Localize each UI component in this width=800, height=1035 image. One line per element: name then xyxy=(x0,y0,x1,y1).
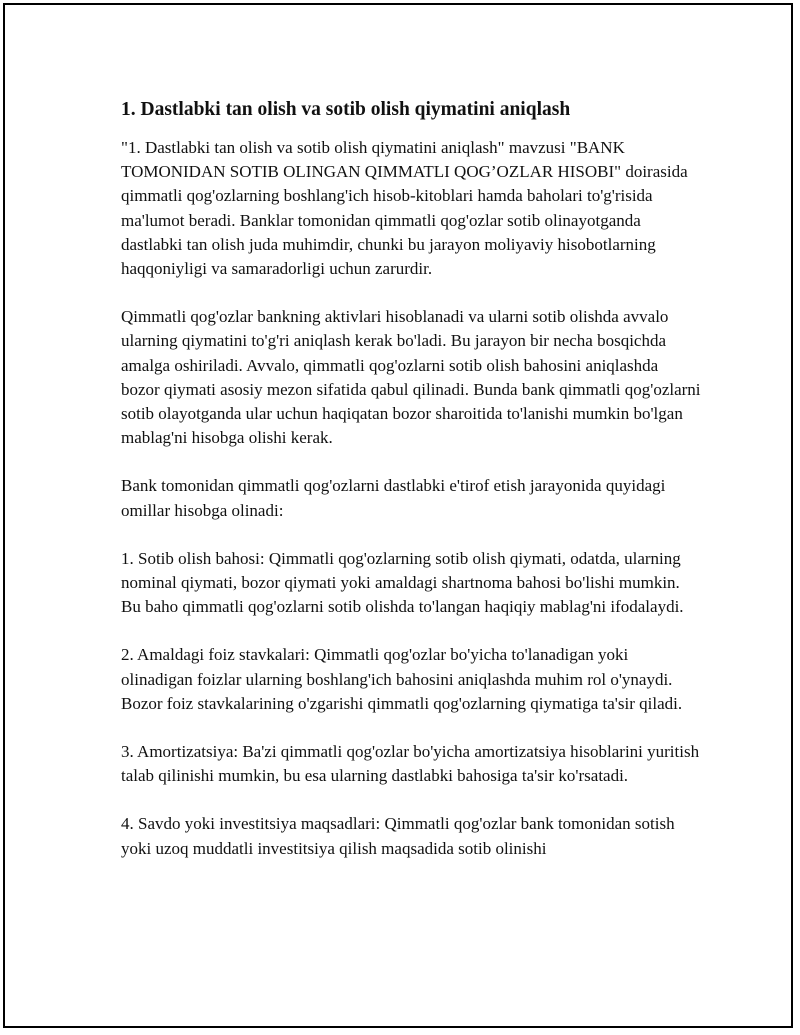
section-heading: 1. Dastlabki tan olish va sotib olish qiymatini aniqlash xyxy=(121,99,571,120)
paragraph-intro: "1. Dastlabki tan olish va sotib olish qiymatini aniqlash" mavzusi "BANK TOMONIDAN SOTIB OLINGAN QIMMATLI QOG’OZLAR HISOBI" doirasida qimmatli qog'ozlarning boshlang'ich hisob-kitoblari hamda baholari to'g'risida ma'lumot beradi. Banklar tomonidan qimmatli qog'ozlar sotib olinayotganda dastlabki tan olish juda muhimdir, chunki bu jarayon moliyaviy hisobotlarning haqqoniyligi va samaradorligi uchun zarurdir. xyxy=(121,138,688,279)
paragraph-valuation: Qimmatli qog'ozlar bankning aktivlari hisoblanadi va ularni sotib olishda avvalo ularning qiymatini to'g'ri aniqlash kerak bo'ladi. Bu jarayon bir necha bosqichda amalga oshiriladi. Avvalo, qimmatli qog'ozlarni sotib olish bahosini aniqlashda bozor qiymati asosiy mezon sifatida qabul qilinadi. Bunda bank qimmatli qog'ozlarni sotib olayotganda ular uchun haqiqatan bozor sharoitida to'lanishi mumkin bo'lgan mablag'ni hisobga olishi kerak. xyxy=(121,307,701,448)
list-item-trading-investment: 4. Savdo yoki investitsiya maqsadlari: Qimmatli qog'ozlar bank tomonidan sotish yoki uzoq muddatli investitsiya qilish maqsadida sotib olinishi xyxy=(121,814,675,858)
document-page xyxy=(3,3,793,1028)
list-item-amortization: 3. Amortizatsiya: Ba'zi qimmatli qog'ozlar bo'yicha amortizatsiya hisoblarini yuritish talab qilinishi mumkin, bu esa ularning dastlabki bahosiga ta'sir ko'rsatadi. xyxy=(121,742,700,786)
document-body xyxy=(121,97,701,885)
list-item-interest-rates: 2. Amaldagi foiz stavkalari: Qimmatli qog'ozlar bo'yicha to'lanadigan yoki olinadigan foizlar ularning boshlang'ich bahosini aniqlashda muhim rol o'ynaydi. Bozor foiz stavkalarining o'zgarishi qimmatli qog'ozlarning qiymatiga ta'sir qiladi. xyxy=(121,645,683,713)
list-item-purchase-price: 1. Sotib olish bahosi: Qimmatli qog'ozlarning sotib olish qiymati, odatda, ularning nominal qiymati, bozor qiymati yoki amaldagi shartnoma bahosi bo'lishi mumkin. Bu baho qimmatli qog'ozlarni sotib olishda to'langan haqiqiy mablag'ni ifodalaydi. xyxy=(121,548,684,617)
paragraph-factors-intro: Bank tomonidan qimmatli qog'ozlarni dastlabki e'tirof etish jarayonida quyidagi omillar hisobga olinadi: xyxy=(121,476,666,520)
